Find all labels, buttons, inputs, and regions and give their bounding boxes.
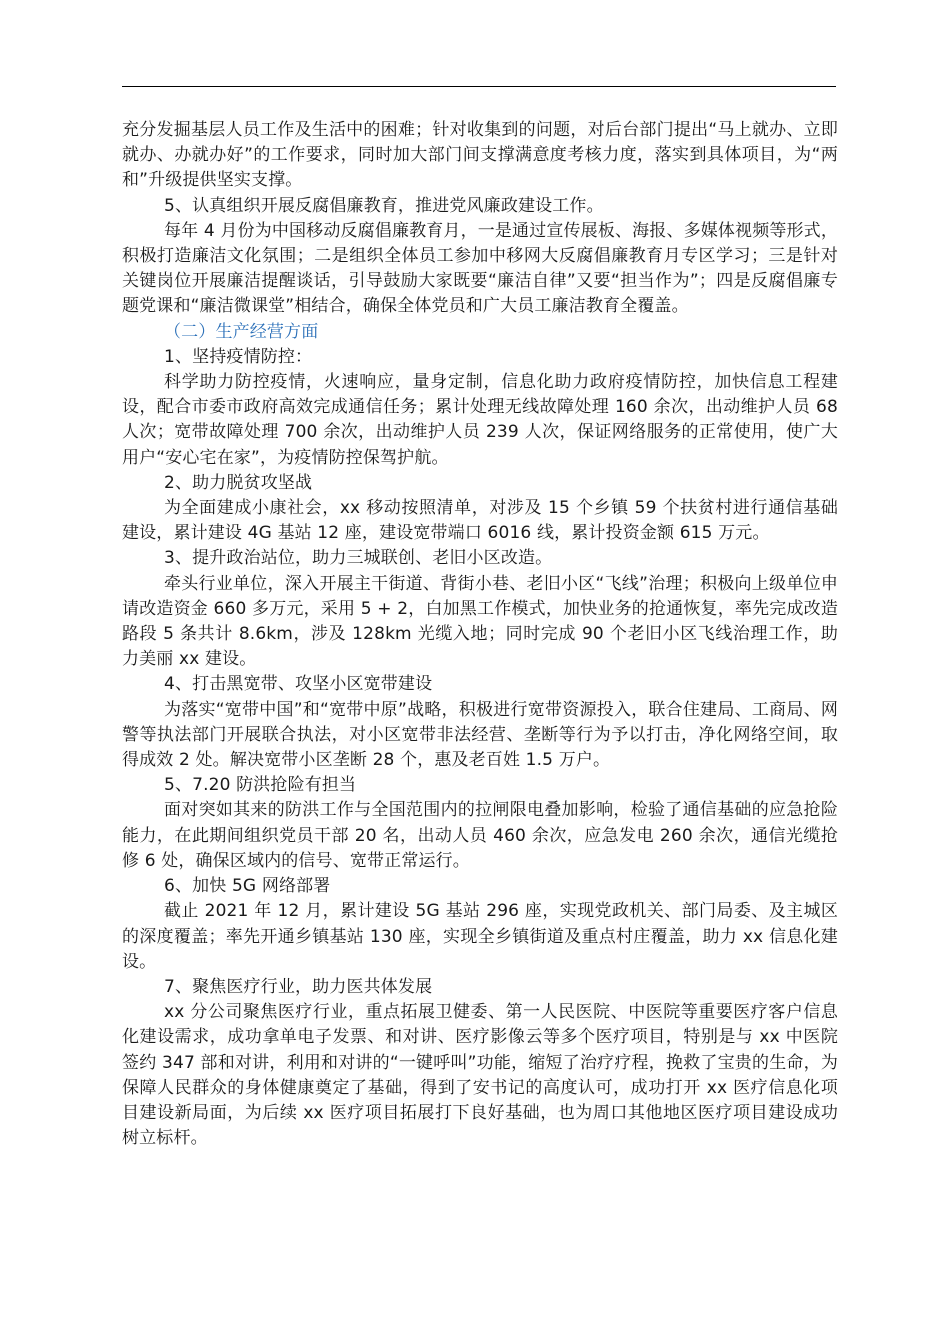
paragraph: 科学助力防控疫情，火速响应，量身定制，信息化助力政府疫情防控，加快信息工程建设，配合市委市政府高效完成通信任务；累计处理无线故障处理 160 余次，出动维护人员 68 人次；宽带故障处理 700 余次，出动维护人员 239 人次，保证网络服务的正常使用，使广大用户“安心宅在家”，为疫情防控保驾护航。 bbox=[122, 372, 838, 468]
paragraph: 为全面建成小康社会，xx 移动按照清单，对涉及 15 个乡镇 59 个扶贫村进行通信基础建设，累计建设 4G 基站 12 座，建设宽带端口 6016 线，累计投资金额 615 万元。 bbox=[122, 498, 838, 544]
paragraph: 面对突如其来的防洪工作与全国范围内的拉闸限电叠加影响，检验了通信基础的应急抢险能力，在此期间组织党员干部 20 名，出动人员 460 余次，应急发电 260 余次，通信光缆抢修 6 处，确保区域内的信号、宽带正常运行。 bbox=[122, 800, 838, 871]
paragraph: 截止 2021 年 12 月，累计建设 5G 基站 296 座，实现党政机关、部门局委、及主城区的深度覆盖；率先开通乡镇基站 130 座，实现全乡镇街道及重点村庄覆盖，助力 xx 信息化建设。 bbox=[122, 901, 838, 972]
list-item-heading: 6、加快 5G 网络部署 bbox=[164, 876, 331, 897]
list-item-heading: 1、坚持疫情防控： bbox=[164, 346, 313, 367]
list-item-heading: 5、认真组织开展反腐倡廉教育，推进党风廉政建设工作。 bbox=[164, 195, 604, 216]
paragraph: 为落实“宽带中国”和“宽带中原”战略，积极进行宽带资源投入，联合住建局、工商局、网警等执法部门开展联合执法，对小区宽带非法经营、垄断等行为予以打击，净化网络空间，取得成效 2 处。解决宽带小区垄断 28 个，惠及老百姓 1.5 万户。 bbox=[122, 699, 838, 771]
header-rule bbox=[122, 86, 836, 87]
paragraph: 牵头行业单位，深入开展主干街道、背街小巷、老旧小区“飞线”治理；积极向上级单位申请改造资金 660 多万元，采用 5 + 2，白加黑工作模式，加快业务的抢通恢复，率先完成改造路段 5 条共计 8.6km，涉及 128km 光缆入地；同时完成 90 个老旧小区飞线治理工作，助力美丽 xx 建设。 bbox=[122, 573, 838, 670]
list-item-heading: 3、提升政治站位，助力三城联创、老旧小区改造。 bbox=[164, 548, 553, 569]
list-item-heading: 5、7.20 防洪抢险有担当 bbox=[164, 775, 357, 796]
list-item-heading: 2、助力脱贫攻坚战 bbox=[164, 472, 313, 493]
paragraph: 每年 4 月份为中国移动反腐倡廉教育月，一是通过宣传展板、海报、多媒体视频等形式，积极打造廉洁文化氛围；二是组织全体员工参加中移网大反腐倡廉教育月专区学习；三是针对关键岗位开展廉洁提醒谈话，引导鼓励大家既要“廉洁自律”又要“担当作为”；四是反腐倡廉专题党课和“廉洁微课堂”相结合，确保全体党员和广大员工廉洁教育全覆盖。 bbox=[122, 220, 838, 317]
list-item-heading: 7、聚焦医疗行业，助力医共体发展 bbox=[164, 976, 433, 997]
section-heading: （二）生产经营方面 bbox=[164, 321, 319, 342]
list-item-heading: 4、打击黑宽带、攻坚小区宽带建设 bbox=[164, 674, 433, 695]
paragraph-continuation: 充分发掘基层人员工作及生活中的困难；针对收集到的问题，对后台部门提出“马上就办、立即就办、办就办好”的工作要求，同时加大部门间支撑满意度考核力度，落实到具体项目，为“两和”升级提供坚实支撑。 bbox=[122, 120, 838, 191]
paragraph: xx 分公司聚焦医疗行业，重点拓展卫健委、第一人民医院、中医院等重要医疗客户信息化建设需求，成功拿单电子发票、和对讲、医疗影像云等多个医疗项目，特别是与 xx 中医院签约 347 部和对讲，利用和对讲的“一键呼叫”功能，缩短了治疗疗程，挽救了宝贵的生命，为保障人民群众的身体健康奠定了基础，得到了安书记的高度认可，成功打开 xx 医疗信息化项目建设新局面，为后续 xx 医疗项目拓展打下良好基础，也为周口其他地区医疗项目建设成功树立标杆。 bbox=[122, 1002, 838, 1149]
document-body bbox=[122, 118, 838, 1151]
